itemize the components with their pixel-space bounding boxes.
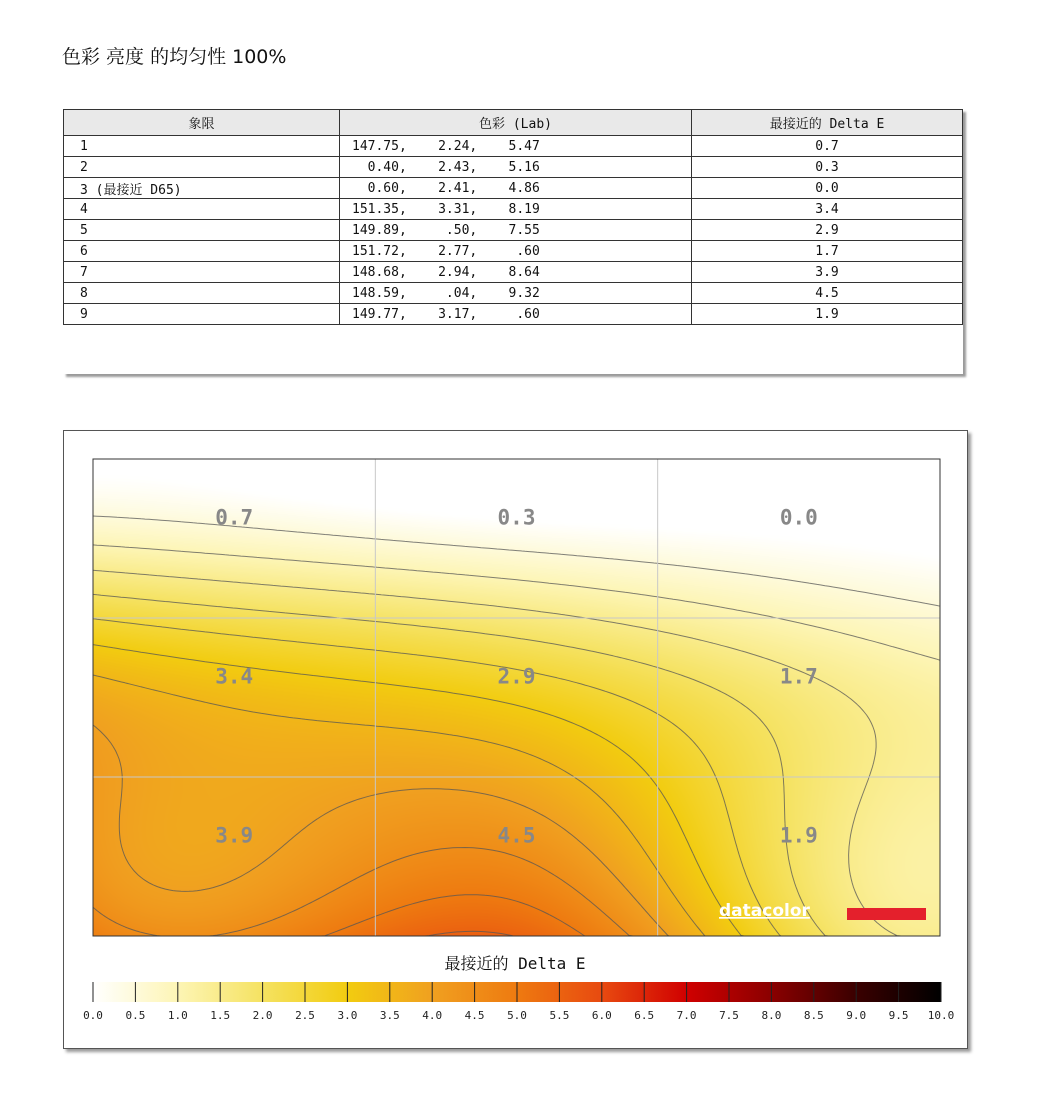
cell-quadrant: 5 bbox=[64, 220, 340, 241]
legend-tick-label: 7.5 bbox=[719, 1009, 739, 1022]
legend-tick-label: 5.0 bbox=[507, 1009, 527, 1022]
legend-title: 最接近的 Delta E bbox=[444, 954, 586, 973]
datacolor-logo-bar bbox=[847, 908, 926, 920]
legend-tick-label: 4.0 bbox=[422, 1009, 443, 1022]
legend-tick-label: 0.0 bbox=[83, 1009, 103, 1022]
legend-tick-label: 0.5 bbox=[125, 1009, 146, 1022]
cell-delta-e: 3.9 bbox=[692, 262, 963, 283]
cell-quadrant: 8 bbox=[64, 283, 340, 304]
table-row bbox=[64, 157, 963, 178]
uniformity-table-wrap bbox=[63, 109, 963, 374]
cell-value-label: 0.3 bbox=[497, 505, 536, 530]
cell-delta-e: 4.5 bbox=[692, 283, 963, 304]
legend-tick-label: 2.5 bbox=[295, 1009, 315, 1022]
page-title: 色彩 亮度 的均匀性 100% bbox=[62, 46, 287, 68]
cell-lab: 149.89, .50, 7.55 bbox=[340, 220, 692, 241]
legend-tick-label: 10.0 bbox=[927, 1009, 955, 1022]
cell-lab: 0.60, 2.41, 4.86 bbox=[340, 178, 692, 199]
uniformity-heatmap bbox=[64, 431, 967, 1048]
legend-tick-label: 3.5 bbox=[379, 1009, 400, 1022]
cell-value-label: 2.9 bbox=[497, 664, 536, 689]
cell-quadrant: 6 bbox=[64, 241, 340, 262]
table-row bbox=[64, 262, 963, 283]
cell-lab: 149.77, 3.17, .60 bbox=[340, 304, 692, 325]
cell-lab: 148.68, 2.94, 8.64 bbox=[340, 262, 692, 283]
legend-tick-label: 7.0 bbox=[676, 1009, 697, 1022]
cell-value-label: 3.9 bbox=[215, 823, 254, 848]
cell-value-label: 3.4 bbox=[215, 664, 254, 689]
cell-value-label: 4.5 bbox=[497, 823, 536, 848]
uniformity-table bbox=[63, 109, 963, 325]
heatmap-fill bbox=[93, 459, 940, 936]
cell-delta-e: 2.9 bbox=[692, 220, 963, 241]
cell-value-label: 1.9 bbox=[779, 823, 818, 848]
cell-quadrant: 1 bbox=[64, 136, 340, 157]
cell-lab: 148.59, .04, 9.32 bbox=[340, 283, 692, 304]
cell-value-label: 0.0 bbox=[779, 505, 818, 530]
legend-tick-label: 6.5 bbox=[634, 1009, 655, 1022]
table-row bbox=[64, 304, 963, 325]
cell-quadrant: 7 bbox=[64, 262, 340, 283]
table-header-row bbox=[64, 110, 963, 136]
table-row bbox=[64, 136, 963, 157]
cell-lab: 147.75, 2.24, 5.47 bbox=[340, 136, 692, 157]
cell-lab: 151.72, 2.77, .60 bbox=[340, 241, 692, 262]
cell-quadrant: 3 (最接近 D65) bbox=[64, 178, 340, 199]
cell-delta-e: 0.3 bbox=[692, 157, 963, 178]
header-quadrant: 象限 bbox=[64, 110, 340, 136]
table-row bbox=[64, 283, 963, 304]
legend-tick-label: 8.5 bbox=[803, 1009, 824, 1022]
cell-value-label: 0.7 bbox=[215, 505, 254, 530]
legend-tick-label: 8.0 bbox=[761, 1009, 782, 1022]
cell-quadrant: 2 bbox=[64, 157, 340, 178]
cell-lab: 151.35, 3.31, 8.19 bbox=[340, 199, 692, 220]
legend-tick-label: 6.0 bbox=[591, 1009, 612, 1022]
cell-lab: 0.40, 2.43, 5.16 bbox=[340, 157, 692, 178]
cell-quadrant: 9 bbox=[64, 304, 340, 325]
table-row bbox=[64, 220, 963, 241]
table-row bbox=[64, 241, 963, 262]
uniformity-heatmap-panel bbox=[63, 430, 968, 1049]
table-row bbox=[64, 199, 963, 220]
cell-quadrant: 4 bbox=[64, 199, 340, 220]
legend-tick-label: 9.0 bbox=[846, 1009, 867, 1022]
legend-tick-label: 1.5 bbox=[210, 1009, 231, 1022]
cell-delta-e: 1.7 bbox=[692, 241, 963, 262]
cell-delta-e: 0.7 bbox=[692, 136, 963, 157]
legend-tick-label: 3.0 bbox=[337, 1009, 358, 1022]
cell-value-label: 1.7 bbox=[779, 664, 818, 689]
header-delta-e: 最接近的 Delta E bbox=[692, 110, 963, 136]
legend-tick-label: 9.5 bbox=[888, 1009, 909, 1022]
legend-tick-label: 1.0 bbox=[167, 1009, 188, 1022]
datacolor-logo: datacolor bbox=[719, 901, 810, 921]
legend-tick-label: 2.0 bbox=[252, 1009, 273, 1022]
cell-delta-e: 3.4 bbox=[692, 199, 963, 220]
legend-tick-label: 4.5 bbox=[464, 1009, 485, 1022]
legend-tick-label: 5.5 bbox=[549, 1009, 570, 1022]
cell-delta-e: 1.9 bbox=[692, 304, 963, 325]
header-color-lab: 色彩 (Lab) bbox=[340, 110, 692, 136]
table-row bbox=[64, 178, 963, 199]
cell-delta-e: 0.0 bbox=[692, 178, 963, 199]
